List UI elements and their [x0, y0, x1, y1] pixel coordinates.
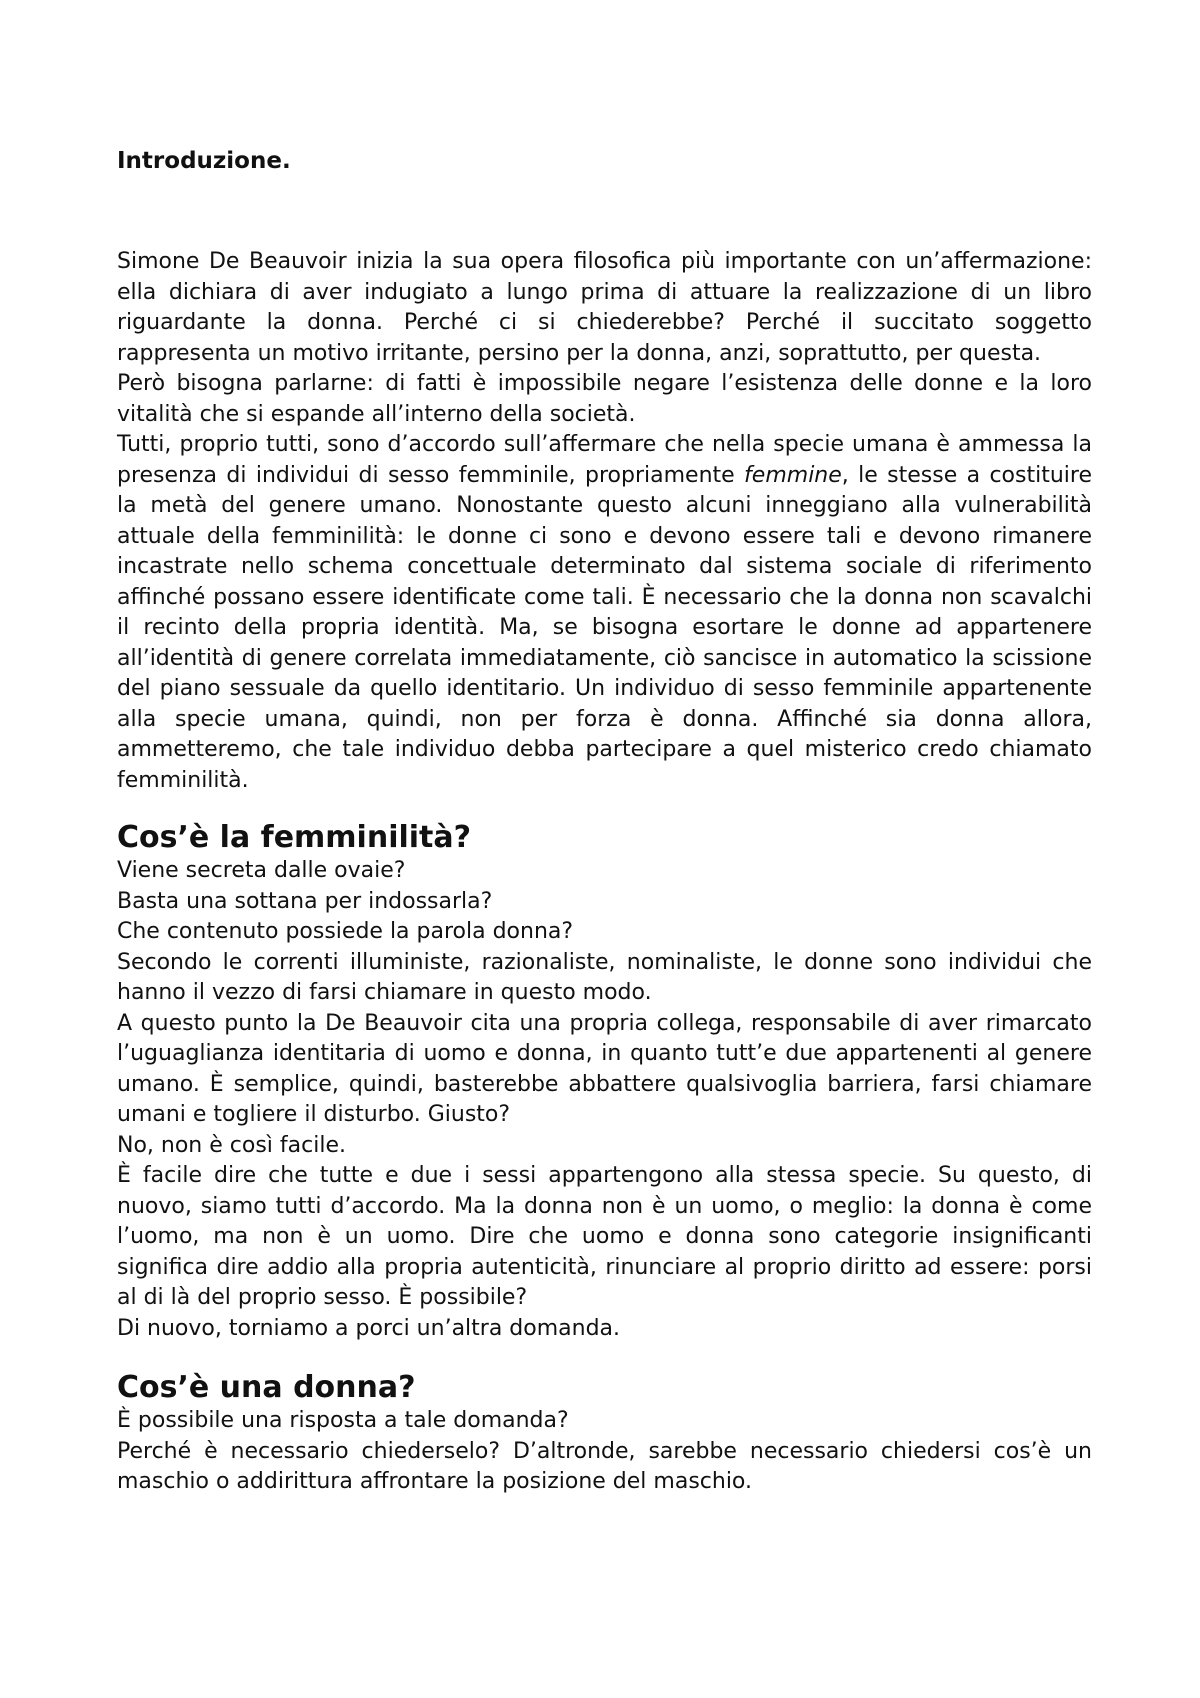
intro-paragraph-3-start: Tutti, proprio tutti, sono d’accordo sull’affermare che nella specie umana è ammessa la presenza di individui di sesso femminile, propriamente	[117, 432, 1092, 488]
section2-paragraph-2: Perché è necessario chiederselo? D’altronde, sarebbe necessario chiedersi cos’è un maschio o addirittura affrontare la posizione del maschio.	[117, 1438, 1092, 1494]
intro-paragraph-3	[117, 430, 1092, 796]
section1-paragraph-4: Secondo le correnti illuministe, razionaliste, nominaliste, le donne sono individui che hanno il vezzo di farsi chiamare in questo modo.	[117, 949, 1092, 1005]
section-heading-femminilita: Cos’è la femminilità?	[117, 820, 472, 855]
section-heading-donna: Cos’è una donna?	[117, 1370, 416, 1405]
intro-paragraph-3-end: , le stesse a costituire la metà del genere umano. Nonostante questo alcuni inneggiano alla vulnerabilità attuale della femminilità: le donne ci sono e devono essere tali e devono rimanere incastrate nello schema concettuale determinato dal sistema sociale di riferimento affinché possano essere identificate come tali. È necessario che la donna non scavalchi il recinto della propria identità. Ma, se bisogna esortare le donne ad appartenere all’identità di genere correlata immediatamente, ciò sancisce in automatico la scissione del piano sessuale da quello identitario. Un individuo di sesso femminile appartenente alla specie umana, quindi, non per forza è donna. Affinché sia donna allora, ammetteremo, che tale individuo debba partecipare a quel misterico credo chiamato femminilità.	[117, 462, 1092, 793]
intro-paragraph-2: Però bisogna parlarne: di fatti è impossibile negare l’esistenza delle donne e la loro vitalità che si espande all’interno della società.	[117, 371, 1092, 427]
section1-paragraph-2: Basta una sottana per indossarla?	[117, 888, 493, 914]
section1-paragraph-6: No, non è così facile.	[117, 1132, 346, 1158]
section1-paragraph-5: A questo punto la De Beauvoir cita una propria collega, responsabile di aver rimarcato l’uguaglianza identitaria di uomo e donna, in quanto tutt’e due appartenenti al genere umano. È semplice, quindi, basterebbe abbattere qualsivoglia barriera, farsi chiamare umani e togliere il disturbo. Giusto?	[117, 1010, 1092, 1127]
intro-title: Introduzione.	[117, 148, 291, 174]
section1-paragraph-3: Che contenuto possiede la parola donna?	[117, 919, 574, 944]
section2-paragraph-1: È possibile una risposta a tale domanda?	[117, 1408, 569, 1433]
emphasis-femmine: femmine	[744, 462, 842, 488]
section1-paragraph-1: Viene secreta dalle ovaie?	[117, 858, 406, 883]
section1-paragraph-7: È facile dire che tutte e due i sessi appartengono alla stessa specie. Su questo, di nuovo, siamo tutti d’accordo. Ma la donna non è un uomo, o meglio: la donna è come l’uomo, ma non è un uomo. Dire che uomo e donna sono categorie insignificanti significa dire addio alla propria autenticità, rinunciare al proprio diritto ad essere: porsi al di là del proprio sesso. È possibile?	[117, 1163, 1092, 1310]
section1-paragraph-8: Di nuovo, torniamo a porci un’altra domanda.	[117, 1315, 621, 1341]
intro-paragraph-1: Simone De Beauvoir inizia la sua opera filosofica più importante con un’affermazione: ella dichiara di aver indugiato a lungo prima di attuare la realizzazione di un libro riguardante la donna. Perché ci si chiederebbe? Perché il succitato soggetto rappresenta un motivo irritante, persino per la donna, anzi, soprattutto, per questa.	[117, 249, 1092, 366]
